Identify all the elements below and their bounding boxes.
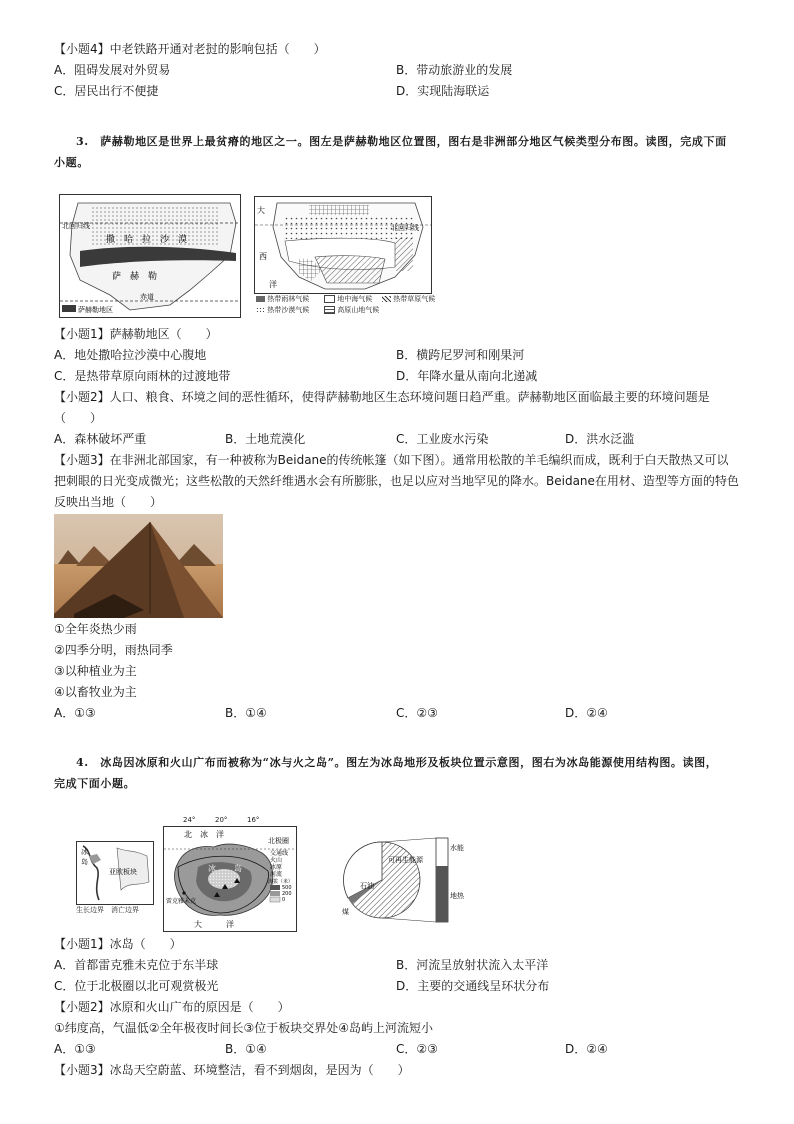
pie-label-renewable: 可再生能源: [388, 856, 423, 864]
legend-river: 河流: [270, 871, 283, 878]
inset-label-dao: 岛: [81, 858, 88, 866]
q3-s2-option-c: C．工业废水污染: [396, 432, 489, 446]
legend-mediterranean: [324, 294, 372, 305]
legend-highland: [324, 305, 379, 316]
q3-intro-line2: 小题。: [54, 156, 89, 169]
legend-volcano: 火山: [270, 857, 283, 864]
swatch-desert: [256, 307, 265, 313]
label-xi: 西: [259, 252, 267, 261]
q3-s3-stem-line3: 反映出当地（ ）: [54, 495, 163, 509]
inset-legend: 生长边界 消亡边界: [76, 906, 139, 914]
lon-20: 20°: [215, 816, 228, 824]
q3-s2-option-a: A．森林破坏严重: [54, 432, 147, 446]
pie-label-geothermal: 地热: [450, 892, 464, 900]
label-equator: 赤道: [140, 293, 154, 301]
swatch-rainforest: [256, 296, 265, 302]
option-d: D．实现陆海联运: [396, 84, 490, 98]
legend-savanna: [382, 294, 435, 305]
swatch-highland: [324, 306, 335, 314]
q4-s1-stem: 【小题1】冰岛（ ）: [54, 937, 182, 951]
q3-s3-option-b: B．①④: [225, 706, 267, 720]
q3-s3-item2: ②四季分明，雨热同季: [54, 643, 173, 657]
iceland-plate-inset: [76, 841, 154, 905]
q3-s3-option-a: A．①③: [54, 706, 96, 720]
legend-desert-label: 热带沙漠气候: [267, 306, 310, 314]
q4-s2-option-b: B．①④: [225, 1042, 267, 1056]
lon-16: 16°: [247, 816, 260, 824]
q4-s2-option-a: A．①③: [54, 1042, 96, 1056]
elev-500: 500: [282, 885, 292, 891]
q3-s2-stem-line1: 【小题2】人口、粮食、环境之间的恶性循环，使得萨赫勒地区生态环境问题日趋严重。萨赫勒地区面临最主要的环境问题是: [54, 390, 710, 404]
q3-s2-stem-line2: （ ）: [54, 411, 103, 425]
inset-label-bing: 冰: [81, 848, 88, 856]
q3-s1-option-a: A．地处撒哈拉沙漠中心腹地: [54, 348, 207, 362]
legend-mediterranean-label: 地中海气候: [337, 295, 373, 303]
label-tropic-north: 北回归线: [62, 222, 90, 230]
q3-s2-option-b: B．土地荒漠化: [225, 432, 306, 446]
q3-s3-item3: ③以种植业为主: [54, 664, 137, 678]
option-a: A．阻碍发展对外贸易: [54, 63, 171, 77]
q4-s2-stem: 【小题2】冰原和火山广布的原因是（ ）: [54, 1000, 290, 1014]
legend-highland-label: 高原山地气候: [337, 306, 380, 314]
elev-200: 200: [282, 891, 292, 897]
label-yang: 洋: [269, 280, 277, 289]
label-da: 大: [257, 206, 265, 215]
option-c: C．居民出行不便捷: [54, 84, 159, 98]
pie-label-hydro: 水能: [450, 844, 464, 852]
q3-s3-stem-line2: 把刺眼的日光变成微光；这些松散的天然纤维遇水会有所膨胀，也足以应对当地罕见的降水。Beidane在用材、造型等方面的特色: [54, 474, 739, 488]
q4-intro-line2: 完成下面小题。: [54, 777, 136, 790]
q3-s1-option-b: B．横跨尼罗河和刚果河: [396, 348, 525, 362]
map-label-sea: 北 冰 洋: [184, 830, 224, 839]
legend-rainforest: [256, 294, 309, 305]
legend-sahel: 萨赫勒地区: [78, 306, 113, 314]
label-tropic-north-right: 北回归线: [391, 224, 419, 232]
question-stem: 【小题4】中老铁路开通对老挝的影响包括（ ）: [54, 42, 326, 56]
q4-s1-option-d: D．主要的交通线呈环状分布: [396, 979, 550, 993]
q4-s3-stem: 【小题3】冰岛天空蔚蓝、环境整洁，看不到烟囱，是因为（ ）: [54, 1063, 410, 1077]
climate-legend: [254, 294, 454, 316]
legend-ice: 冰原: [270, 864, 283, 871]
sahel-location-map: [59, 194, 241, 318]
q3-s3-option-d: D．②④: [565, 706, 608, 720]
q3-s1-stem: 【小题1】萨赫勒地区（ ）: [54, 327, 218, 341]
q4-s2-option-c: C．②③: [396, 1042, 438, 1056]
option-b: B．带动旅游业的发展: [396, 63, 513, 77]
q4-intro-line1: 4. 冰岛因冰原和火山广布而被称为“冰与火之岛”。图左为冰岛地形及板块位置示意图，图右为冰岛能源使用结构图。读图，: [76, 756, 718, 769]
legend-savanna-label: 热带草原气候: [393, 295, 436, 303]
beidane-tent-photo: [54, 514, 223, 618]
q4-s1-option-a: A．首都雷克雅未克位于东半球: [54, 958, 219, 972]
africa-climate-map: [254, 196, 432, 294]
label-sahel: 萨 赫 勒: [112, 272, 158, 282]
swatch-mediterranean: [324, 295, 335, 303]
legend-rainforest-label: 热带雨林气候: [267, 295, 310, 303]
map-label-ocean: 大 洋: [194, 920, 234, 929]
q3-s1-option-c: C．是热带草原向雨林的过渡地带: [54, 369, 231, 383]
pie-label-coal: 煤: [342, 908, 349, 916]
q4-s2-items: ①纬度高，气温低②全年极夜时间长③位于板块交界处④岛屿上河流短小: [54, 1021, 434, 1035]
pie-label-oil: 石油: [360, 882, 374, 890]
q3-s3-stem-line1: 【小题3】在非洲北部国家，有一种被称为Beidane的传统帐篷（如下图）。通常用松散的羊毛编织而成，既利于白天散热又可以: [54, 453, 729, 467]
q3-s3-item4: ④以畜牧业为主: [54, 685, 137, 699]
lon-24: 24°: [183, 816, 196, 824]
map-label-arctic: 北极圈: [268, 837, 289, 845]
iceland-energy-pie: [340, 832, 480, 928]
elev-0: 0: [282, 897, 286, 903]
q4-s1-option-c: C．位于北极圈以北可观赏极光: [54, 979, 219, 993]
q3-s3-option-c: C．②③: [396, 706, 438, 720]
legend-elevation: 海拔（米）: [268, 879, 294, 885]
q3-s2-option-d: D．洪水泛滥: [565, 432, 635, 446]
swatch-savanna: [382, 296, 391, 302]
q3-s1-option-d: D．年降水量从南向北递减: [396, 369, 538, 383]
legend-traffic: 交通线: [270, 850, 289, 857]
legend-desert: [256, 305, 309, 316]
q3-intro-line1: 3. 萨赫勒地区是世界上最贫瘠的地区之一。图左是萨赫勒地区位置图，图右是非洲部分地区气候类型分布图。读图，完成下面: [76, 135, 727, 148]
map-label-capital: 雷克雅未克: [166, 898, 197, 905]
label-sahara: 撒 哈 拉 沙 漠: [106, 235, 188, 245]
map-label-bing: 冰: [208, 864, 216, 873]
map-label-dao: 岛: [234, 864, 242, 873]
q3-s3-item1: ①全年炎热少雨: [54, 622, 137, 636]
inset-label-plate: 亚欧板块: [109, 868, 137, 876]
q4-s1-option-b: B．河流呈放射状流入太平洋: [396, 958, 549, 972]
iceland-terrain-map: [163, 826, 297, 932]
q4-s2-option-d: D．②④: [565, 1042, 608, 1056]
